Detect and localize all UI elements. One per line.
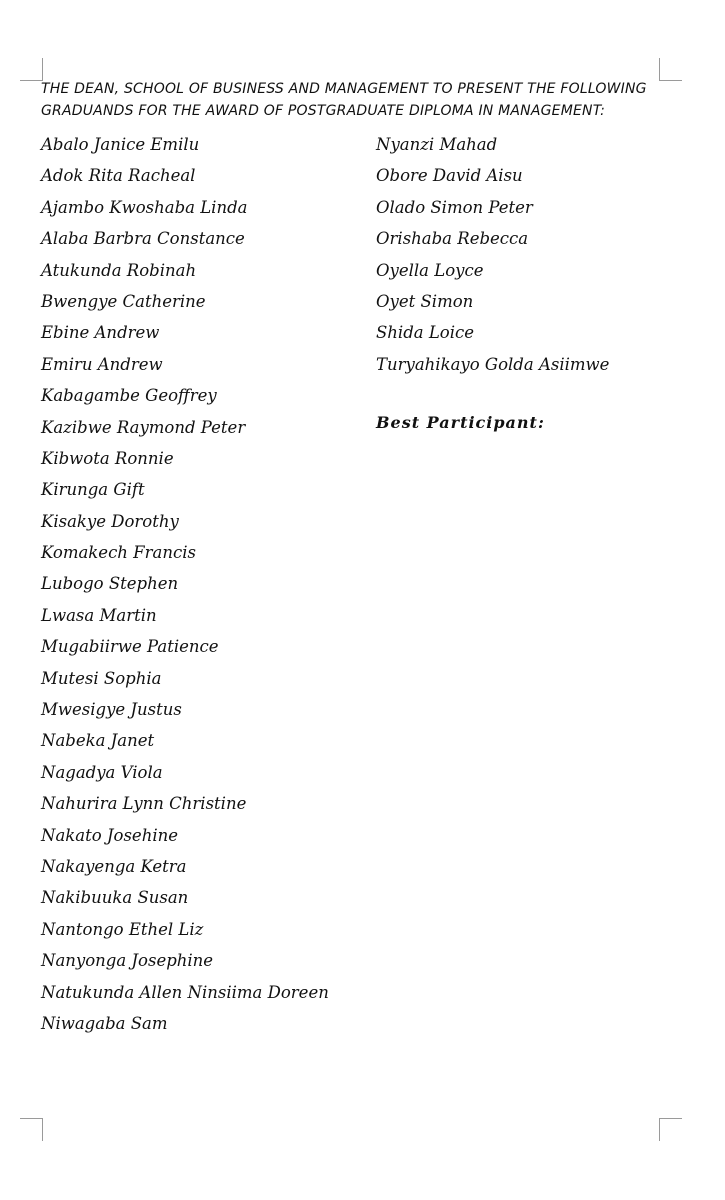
graduand-name: Nakayenga Ketra [41, 856, 187, 876]
graduand-name: Obore David Aisu [376, 166, 523, 186]
graduand-name: Oyella Loyce [376, 260, 484, 280]
graduand-name: Kazibwe Raymond Peter [41, 417, 246, 437]
graduand-name: Lwasa Martin [41, 605, 157, 625]
document-heading [41, 78, 681, 122]
graduand-name: Nakibuuka Susan [41, 888, 189, 908]
graduand-name: Ebine Andrew [41, 323, 160, 343]
graduand-name: Adok Rita Racheal [41, 166, 196, 186]
graduand-name: Kabagambe Geoffrey [41, 386, 217, 406]
graduand-name: Olado Simon Peter [376, 197, 533, 217]
graduand-name: Natukunda Allen Ninsiima Doreen [41, 982, 329, 1002]
graduand-name: Emiru Andrew [41, 354, 163, 374]
graduand-name: Bwengye Catherine [41, 291, 206, 311]
graduand-name: Mugabiirwe Patience [41, 637, 219, 657]
graduand-name: Nahurira Lynn Christine [41, 794, 247, 814]
graduand-name: Kirunga Gift [41, 480, 145, 500]
best-participant-label: Best Participant: [376, 413, 545, 432]
graduand-name: Atukunda Robinah [41, 260, 197, 280]
crop-mark-top-left [20, 58, 43, 81]
graduand-name: Nagadya Viola [41, 762, 163, 782]
graduand-name: Mwesigye Justus [41, 700, 182, 720]
heading-line-2: GRADUANDS FOR THE AWARD OF POSTGRADUATE DIPLOMA IN MANAGEMENT: [41, 103, 606, 119]
graduand-name: Abalo Janice Emilu [41, 135, 200, 154]
graduand-name: Lubogo Stephen [41, 574, 179, 594]
graduand-name: Nabeka Janet [41, 731, 155, 751]
graduand-name: Oyet Simon [376, 291, 474, 311]
graduand-name: Ajambo Kwoshaba Linda [41, 197, 248, 217]
graduand-name: Nanyonga Josephine [41, 951, 214, 971]
graduand-name: Shida Loice [376, 323, 475, 343]
graduand-name: Mutesi Sophia [41, 668, 162, 688]
graduand-name: Komakech Francis [41, 543, 196, 563]
graduand-name: Kibwota Ronnie [41, 448, 174, 468]
graduand-name: Niwagaba Sam [41, 1013, 168, 1033]
graduand-name: Kisakye Dorothy [41, 511, 179, 531]
crop-mark-bottom-left [20, 1118, 43, 1141]
graduands-list-left [41, 131, 341, 1041]
graduand-name: Turyahikayo Golda Asiimwe [376, 354, 610, 374]
graduand-name: Alaba Barbra Constance [41, 229, 245, 249]
graduand-name: Nantongo Ethel Liz [41, 919, 204, 939]
graduand-name: Orishaba Rebecca [376, 229, 529, 249]
graduand-name: Nyanzi Mahad [376, 135, 498, 154]
graduand-name: Nakato Josehine [41, 825, 178, 845]
crop-mark-bottom-right [659, 1118, 682, 1141]
graduands-list-right [376, 131, 676, 382]
heading-line-1: THE DEAN, SCHOOL OF BUSINESS AND MANAGEMENT TO PRESENT THE FOLLOWING [41, 81, 647, 97]
